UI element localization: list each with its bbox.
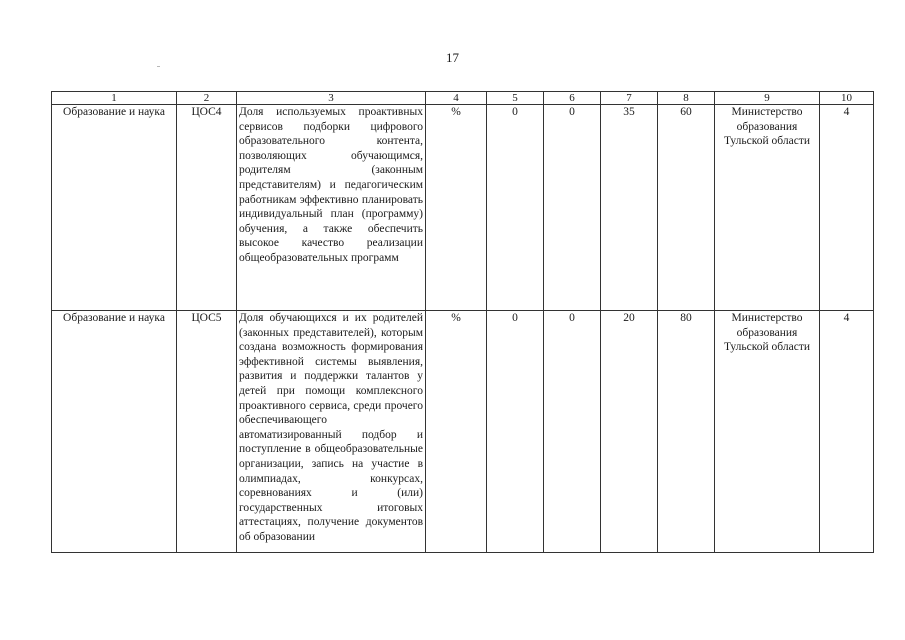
column-number: 5 [487,92,544,105]
unit-cell: % [426,311,487,553]
value-cell-col10: 4 [820,311,874,553]
column-number: 1 [52,92,177,105]
value-cell-col7: 35 [601,105,658,311]
value-cell-col6: 0 [544,311,601,553]
value-cell-col6: 0 [544,105,601,311]
column-number: 2 [177,92,237,105]
indicator-description-cell [237,105,426,311]
indicator-code-cell: ЦОС4 [177,105,237,311]
column-number: 8 [658,92,715,105]
responsible-cell: Министерство образования Тульской области [715,105,820,311]
column-number: 3 [237,92,426,105]
scan-speck [157,66,160,67]
table-row [52,311,874,553]
value-cell-col5: 0 [487,105,544,311]
column-numbers-row [52,92,874,105]
column-number: 9 [715,92,820,105]
column-number: 6 [544,92,601,105]
sector-cell: Образование и наука [52,311,177,553]
column-number: 7 [601,92,658,105]
value-cell-col8: 80 [658,311,715,553]
indicator-description-cell [237,311,426,553]
value-cell-col10: 4 [820,105,874,311]
table-row [52,105,874,311]
value-cell-col5: 0 [487,311,544,553]
unit-cell: % [426,105,487,311]
value-cell-col8: 60 [658,105,715,311]
responsible-cell: Министерство образования Тульской области [715,311,820,553]
sector-cell: Образование и наука [52,105,177,311]
indicators-table [51,91,874,553]
indicator-description: Доля обучающихся и их родителей (законных представителей), которым создана возможность формирования эффективной системы выявления, развития и поддержки талантов у детей при помощи комплексного проактивного сервиса, среди прочего обеспечивающего автоматизированный подбор и поступление в общеобразовательные организации, запись на участие в олимпиадах, конкурсах, соревнованиях и (или) государственных итоговых аттестациях, получение документов об образовании [239,312,423,543]
indicator-description: Доля используемых проактивных сервисов подборки цифрового образовательного контента, позволяющих обучающимся, родителям (законным представителям) и педагогическим работникам эффективно планировать индивидуальный план (программу) обучения, а также обеспечить высокое качество реализации общеобразовательных программ [239,106,423,264]
page-number: 17 [446,50,459,65]
column-number: 4 [426,92,487,105]
column-number: 10 [820,92,874,105]
indicator-code-cell: ЦОС5 [177,311,237,553]
value-cell-col7: 20 [601,311,658,553]
